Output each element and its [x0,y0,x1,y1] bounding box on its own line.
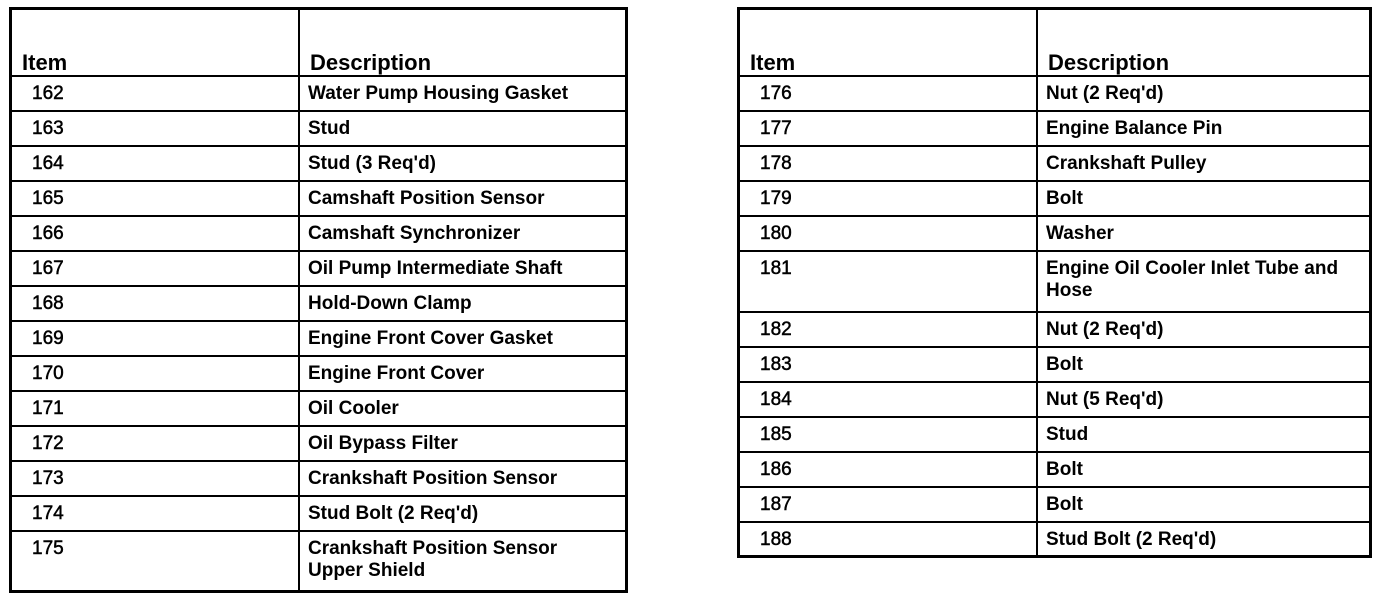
table-row [739,216,1371,251]
item-number: 163 [11,111,300,146]
item-number: 174 [11,496,300,531]
item-description: Water Pump Housing Gasket [299,76,627,111]
item-number: 187 [739,487,1038,522]
description-column-header: Description [299,9,627,76]
item-number: 179 [739,181,1038,216]
table-row [11,531,627,592]
item-number: 165 [11,181,300,216]
item-description: Camshaft Synchronizer [299,216,627,251]
table-row [739,312,1371,347]
item-number: 170 [11,356,300,391]
description-column-header: Description [1037,9,1371,76]
item-description: Hold-Down Clamp [299,286,627,321]
table-row [739,522,1371,557]
item-number: 164 [11,146,300,181]
item-description: Engine Front Cover [299,356,627,391]
item-description: Oil Cooler [299,391,627,426]
item-number: 178 [739,146,1038,181]
item-number: 182 [739,312,1038,347]
table-row [11,391,627,426]
item-number: 184 [739,382,1038,417]
table-row [11,181,627,216]
table-row [11,251,627,286]
item-description: Bolt [1037,452,1371,487]
item-description: Stud Bolt (2 Req'd) [1037,522,1371,557]
item-description: Nut (5 Req'd) [1037,382,1371,417]
item-description: Camshaft Position Sensor [299,181,627,216]
item-description: Nut (2 Req'd) [1037,312,1371,347]
item-column-header: Item [11,9,300,76]
item-description: Bolt [1037,347,1371,382]
table-row [739,111,1371,146]
item-description: Stud (3 Req'd) [299,146,627,181]
table-row [11,461,627,496]
item-number: 173 [11,461,300,496]
table-row [739,347,1371,382]
item-number: 172 [11,426,300,461]
item-number: 176 [739,76,1038,111]
table-row [11,111,627,146]
item-description: Bolt [1037,487,1371,522]
table-row [11,356,627,391]
item-number: 162 [11,76,300,111]
table-row [739,251,1371,312]
item-description: Stud [1037,417,1371,452]
table-row [11,321,627,356]
item-number: 169 [11,321,300,356]
item-number: 188 [739,522,1038,557]
item-number: 167 [11,251,300,286]
item-number: 183 [739,347,1038,382]
parts-table-left [9,7,628,593]
table-row [739,452,1371,487]
item-description: Oil Pump Intermediate Shaft [299,251,627,286]
item-description: Engine Oil Cooler Inlet Tube and Hose [1037,251,1371,312]
table-row [11,216,627,251]
table-row [11,146,627,181]
item-description: Crankshaft Position Sensor [299,461,627,496]
item-description: Crankshaft Pulley [1037,146,1371,181]
table-row [739,382,1371,417]
item-description: Oil Bypass Filter [299,426,627,461]
item-number: 181 [739,251,1038,312]
table-row [11,426,627,461]
table-row [739,146,1371,181]
item-description: Engine Front Cover Gasket [299,321,627,356]
table-row [739,487,1371,522]
header-row [11,9,627,76]
table-row [11,286,627,321]
parts-table-right [737,7,1372,558]
item-description: Nut (2 Req'd) [1037,76,1371,111]
item-description: Stud Bolt (2 Req'd) [299,496,627,531]
item-description: Washer [1037,216,1371,251]
item-number: 168 [11,286,300,321]
item-description: Engine Balance Pin [1037,111,1371,146]
table-row [739,76,1371,111]
item-number: 177 [739,111,1038,146]
table-row [11,76,627,111]
item-number: 180 [739,216,1038,251]
table-row [11,496,627,531]
item-column-header: Item [739,9,1038,76]
table-row [739,181,1371,216]
header-row [739,9,1371,76]
item-number: 166 [11,216,300,251]
item-number: 186 [739,452,1038,487]
table-row [739,417,1371,452]
item-number: 171 [11,391,300,426]
item-description: Stud [299,111,627,146]
item-number: 185 [739,417,1038,452]
item-description: Bolt [1037,181,1371,216]
item-number: 175 [11,531,300,592]
item-description: Crankshaft Position Sensor Upper Shield [299,531,627,592]
